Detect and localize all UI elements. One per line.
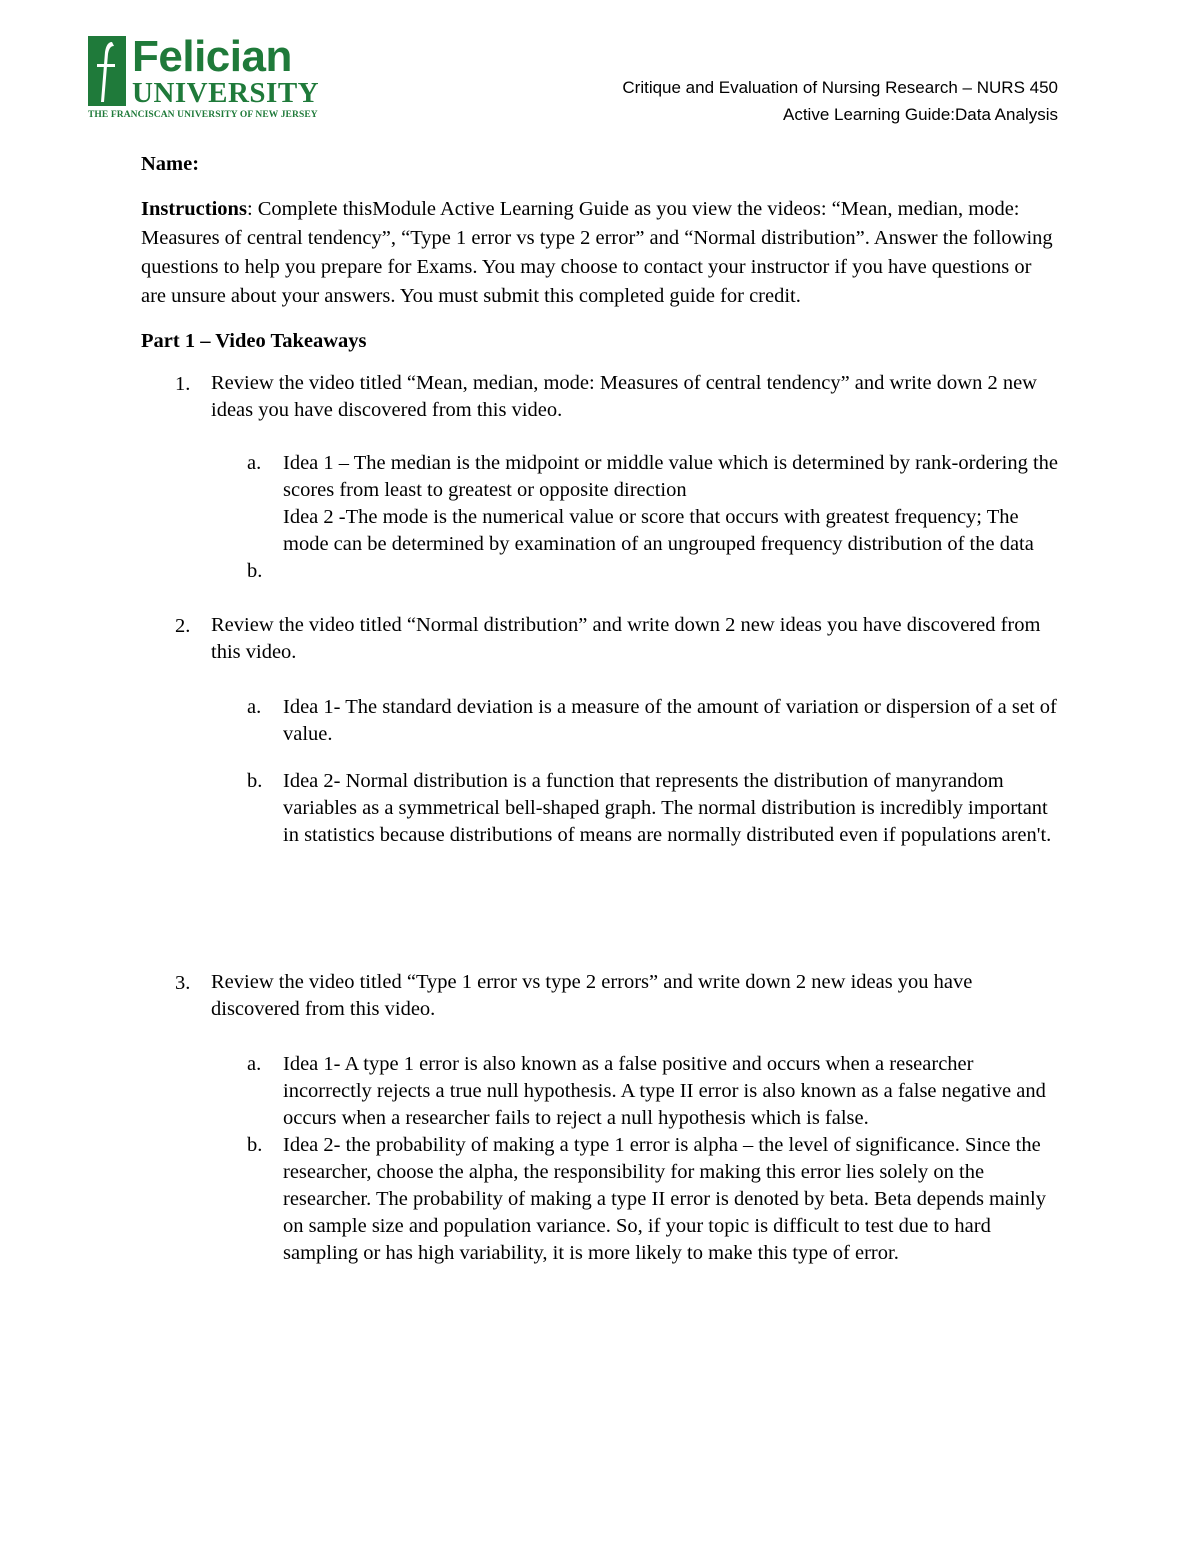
name-label: Name: <box>141 153 200 175</box>
answer-letter: a. <box>247 452 262 474</box>
question-text: Review the video titled “Normal distribution” and write down 2 new ideas you have discovered from this video. <box>211 614 1041 663</box>
question-3 <box>141 969 1061 1023</box>
answer-text: Idea 2- the probability of making a type 1 error is alpha – the level of significance. Since the researcher, choose the alpha, the responsibility for making this error lies solely on the researcher. The probability of making a type II error is denoted by beta. Beta depends mainly on sample size and population variance. So, if your topic is difficult to test due to hard sampling or has high variability, it is more likely to make this type of error. <box>283 1134 1046 1264</box>
answer-letter <box>245 504 283 558</box>
answer-letter: b. <box>247 1134 263 1156</box>
instructions-text: : Complete thisModule Active Learning Guide as you view the videos: “Mean, median, mode: Measures of central tendency”, “Type 1 error vs type 2 error” and “Normal distribution”. Answer the following questions to help you prepare for Exams. You may choose to contact your instructor if you have questions or are unsure about your answers. You must submit this completed guide for credit. <box>141 198 1053 307</box>
answer-item <box>245 450 1061 504</box>
answer-item <box>245 1051 1061 1132</box>
instructions-label: Instructions <box>141 198 247 220</box>
logo-emblem-icon <box>88 36 126 106</box>
answer-text <box>283 558 1061 585</box>
answer-letter: b. <box>247 560 263 582</box>
answer-text: Idea 1- The standard deviation is a measure of the amount of variation or dispersion of a set of value. <box>283 696 1057 745</box>
question-text: Review the video titled “Type 1 error vs type 2 errors” and write down 2 new ideas you have discovered from this video. <box>211 971 973 1020</box>
answer-letter: b. <box>247 770 263 792</box>
answer-text: Idea 2 -The mode is the numerical value or score that occurs with greatest frequency; The mode can be determined by examination of an ungrouped frequency distribution of the data <box>283 506 1034 555</box>
answer-item <box>245 558 1061 585</box>
answer-item <box>245 1132 1061 1267</box>
document-body <box>141 150 1061 1267</box>
logo-university: UNIVERSITY <box>132 77 320 109</box>
answer-letter: a. <box>247 696 262 718</box>
logo-tagline: THE FRANCISCAN UNIVERSITY OF NEW JERSEY <box>88 110 318 120</box>
question-2 <box>141 612 1061 666</box>
course-title: Critique and Evaluation of Nursing Research – NURS 450 <box>622 78 1058 97</box>
logo-name: Felician <box>132 32 292 81</box>
university-logo <box>88 32 338 122</box>
answer-item <box>245 694 1061 748</box>
guide-title: Active Learning Guide:Data Analysis <box>783 105 1058 124</box>
answer-item <box>245 504 1061 558</box>
question-1 <box>141 370 1061 424</box>
question-number: 2. <box>175 615 191 637</box>
answer-item <box>245 768 1061 849</box>
question-number: 3. <box>175 972 191 994</box>
document-header <box>622 74 1058 128</box>
question-number: 1. <box>175 373 191 395</box>
question-text: Review the video titled “Mean, median, mode: Measures of central tendency” and write down 2 new ideas you have discovered from this video. <box>211 372 1037 421</box>
part-title: Part 1 – Video Takeaways <box>141 330 367 352</box>
answer-text: Idea 2- Normal distribution is a function that represents the distribution of manyrandom variables as a symmetrical bell-shaped graph. The normal distribution is incredibly important in statistics because distributions of means are normally distributed even if populations aren't. <box>283 770 1052 846</box>
answer-letter: a. <box>247 1053 262 1075</box>
answer-text: Idea 1- A type 1 error is also known as a false positive and occurs when a researcher incorrectly rejects a true null hypothesis. A type II error is also known as a false negative and occurs when a researcher fails to reject a null hypothesis which is false. <box>283 1053 1046 1129</box>
answer-text: Idea 1 – The median is the midpoint or middle value which is determined by rank-ordering the scores from least to greatest or opposite direction <box>283 452 1058 501</box>
instructions <box>141 195 1061 311</box>
